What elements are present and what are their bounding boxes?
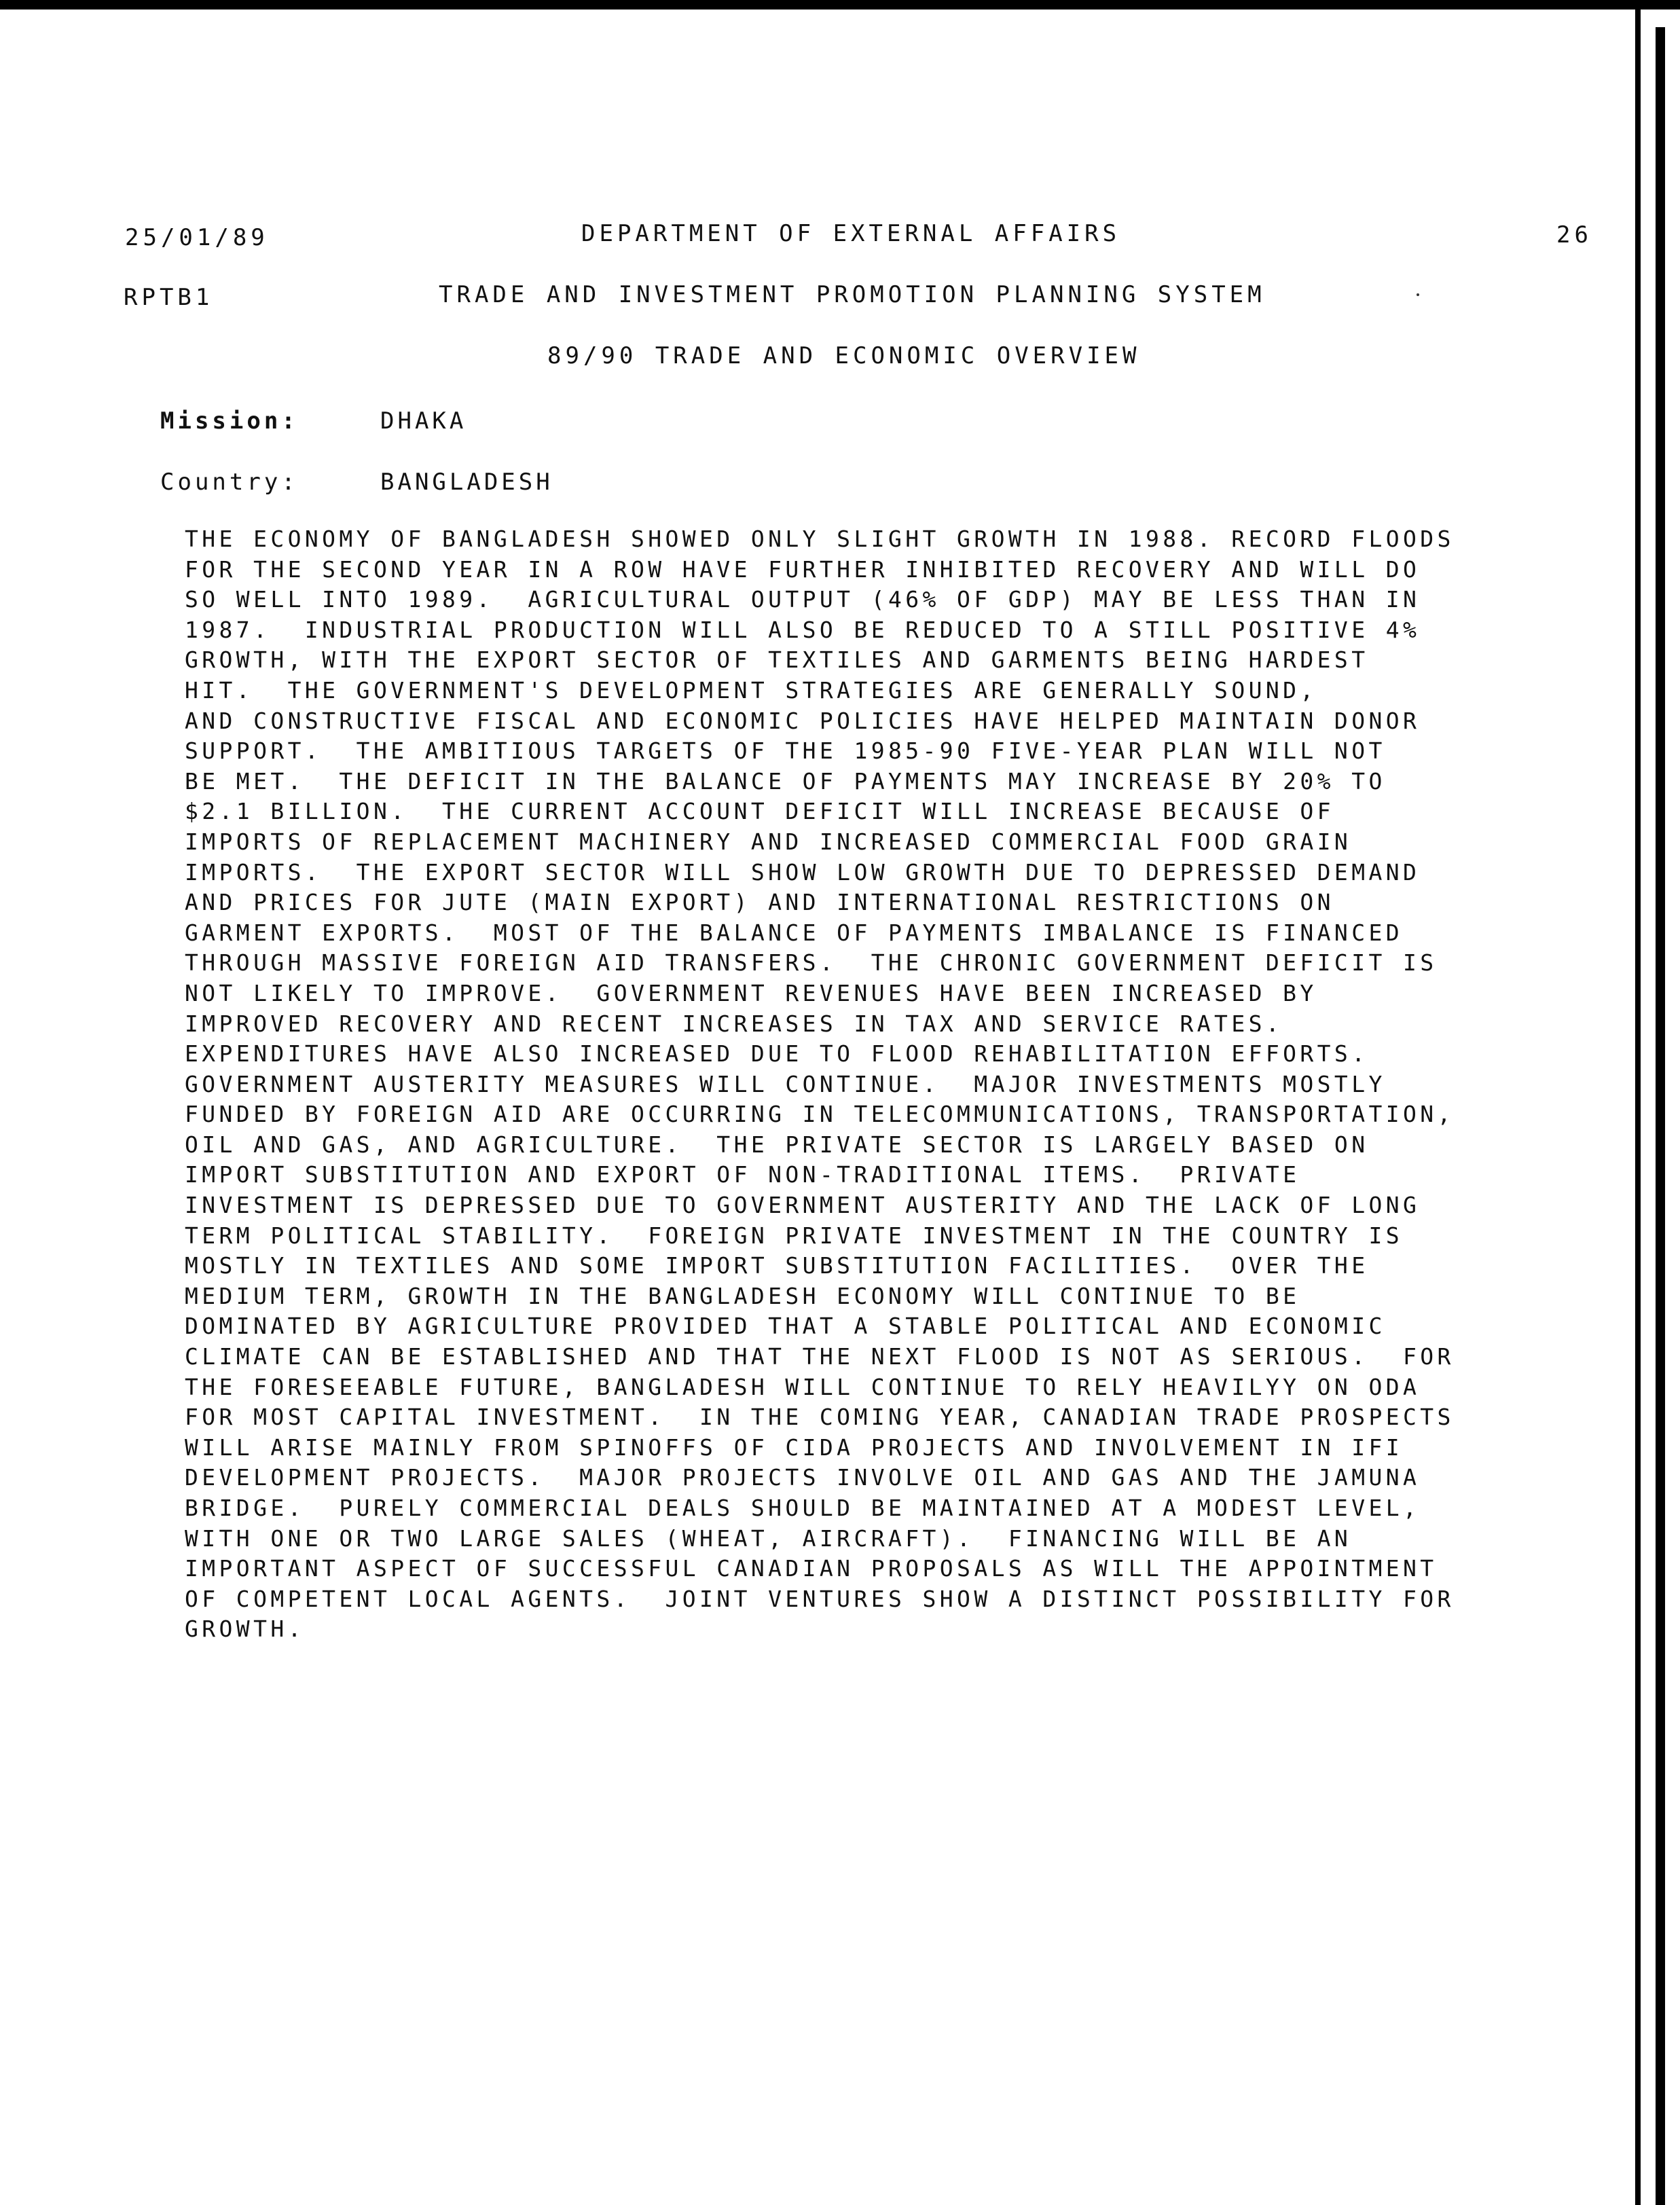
body-line: DOMINATED BY AGRICULTURE PROVIDED THAT A STABLE POLITICAL AND ECONOMIC bbox=[185, 1313, 1386, 1340]
body-line: IMPORTANT ASPECT OF SUCCESSFUL CANADIAN PROPOSALS AS WILL THE APPOINTMENT bbox=[185, 1555, 1438, 1582]
body-line: IMPORTS OF REPLACEMENT MACHINERY AND INCREASED COMMERCIAL FOOD GRAIN bbox=[185, 828, 1352, 855]
body-line: GARMENT EXPORTS. MOST OF THE BALANCE OF PAYMENTS IMBALANCE IS FINANCED bbox=[185, 919, 1404, 946]
body-line: OF COMPETENT LOCAL AGENTS. JOINT VENTURES SHOW A DISTINCT POSSIBILITY FOR bbox=[185, 1585, 1455, 1612]
body-line: 1987. INDUSTRIAL PRODUCTION WILL ALSO BE REDUCED TO A STILL POSITIVE 4% bbox=[185, 616, 1421, 643]
body-line: SO WELL INTO 1989. AGRICULTURAL OUTPUT (46% OF GDP) MAY BE LESS THAN IN bbox=[185, 586, 1421, 613]
body-line: CLIMATE CAN BE ESTABLISHED AND THAT THE NEXT FLOOD IS NOT AS SERIOUS. FOR bbox=[185, 1343, 1455, 1370]
system-title: TRADE AND INVESTMENT PROMOTION PLANNING SYSTEM bbox=[439, 281, 1266, 308]
body-line: OIL AND GAS, AND AGRICULTURE. THE PRIVATE SECTOR IS LARGELY BASED ON bbox=[185, 1131, 1369, 1158]
page-number: 26 bbox=[1556, 221, 1592, 249]
body-line: $2.1 BILLION. THE CURRENT ACCOUNT DEFICIT WILL INCREASE BECAUSE OF bbox=[185, 798, 1334, 825]
scan-right-border-inner bbox=[1656, 27, 1665, 2205]
body-line: BRIDGE. PURELY COMMERCIAL DEALS SHOULD BE MAINTAINED AT A MODEST LEVEL, bbox=[185, 1495, 1421, 1521]
mission-value: DHAKA bbox=[380, 407, 467, 435]
body-line: INVESTMENT IS DEPRESSED DUE TO GOVERNMENT AUSTERITY AND THE LACK OF LONG bbox=[185, 1192, 1421, 1219]
body-line: DEVELOPMENT PROJECTS. MAJOR PROJECTS INVOLVE OIL AND GAS AND THE JAMUNA bbox=[185, 1464, 1421, 1491]
body-line: EXPENDITURES HAVE ALSO INCREASED DUE TO FLOOD REHABILITATION EFFORTS. bbox=[185, 1040, 1369, 1068]
body-line: WILL ARISE MAINLY FROM SPINOFFS OF CIDA PROJECTS AND INVOLVEMENT IN IFI bbox=[185, 1434, 1404, 1461]
body-line: AND PRICES FOR JUTE (MAIN EXPORT) AND INTERNATIONAL RESTRICTIONS ON bbox=[185, 889, 1334, 916]
body-line: IMPORTS. THE EXPORT SECTOR WILL SHOW LOW GROWTH DUE TO DEPRESSED DEMAND bbox=[185, 858, 1421, 886]
body-line: HIT. THE GOVERNMENT'S DEVELOPMENT STRATEGIES ARE GENERALLY SOUND, bbox=[185, 676, 1317, 704]
body-line: GROWTH, WITH THE EXPORT SECTOR OF TEXTILES AND GARMENTS BEING HARDEST bbox=[185, 646, 1369, 674]
body-line: GOVERNMENT AUSTERITY MEASURES WILL CONTINUE. MAJOR INVESTMENTS MOSTLY bbox=[185, 1070, 1386, 1097]
country-value: BANGLADESH bbox=[380, 469, 553, 496]
mission-label: Mission: bbox=[160, 407, 299, 435]
overview-title: 89/90 TRADE AND ECONOMIC OVERVIEW bbox=[547, 342, 1141, 369]
body-line: SUPPORT. THE AMBITIOUS TARGETS OF THE 1985-90 FIVE-YEAR PLAN WILL NOT bbox=[185, 737, 1386, 765]
department-title: DEPARTMENT OF EXTERNAL AFFAIRS bbox=[581, 220, 1121, 247]
body-line: TERM POLITICAL STABILITY. FOREIGN PRIVATE INVESTMENT IN THE COUNTRY IS bbox=[185, 1222, 1404, 1249]
body-line: IMPROVED RECOVERY AND RECENT INCREASES IN TAX AND SERVICE RATES. bbox=[185, 1010, 1283, 1037]
report-code: RPTB1 bbox=[124, 284, 214, 311]
overview-body bbox=[185, 524, 1556, 1645]
report-date: 25/01/89 bbox=[125, 224, 269, 251]
body-line: FUNDED BY FOREIGN AID ARE OCCURRING IN TELECOMMUNICATIONS, TRANSPORTATION, bbox=[185, 1101, 1455, 1128]
body-line: FOR MOST CAPITAL INVESTMENT. IN THE COMING YEAR, CANADIAN TRADE PROSPECTS bbox=[185, 1404, 1455, 1431]
scan-speck bbox=[1417, 293, 1419, 296]
body-line: THROUGH MASSIVE FOREIGN AID TRANSFERS. THE CHRONIC GOVERNMENT DEFICIT IS bbox=[185, 949, 1438, 977]
body-line: THE FORESEEABLE FUTURE, BANGLADESH WILL CONTINUE TO RELY HEAVILYY ON ODA bbox=[185, 1373, 1421, 1400]
country-label: Country: bbox=[160, 469, 299, 496]
body-line: AND CONSTRUCTIVE FISCAL AND ECONOMIC POLICIES HAVE HELPED MAINTAIN DONOR bbox=[185, 707, 1421, 734]
scan-right-border bbox=[1635, 0, 1641, 2205]
body-line: THE ECONOMY OF BANGLADESH SHOWED ONLY SLIGHT GROWTH IN 1988. RECORD FLOODS bbox=[185, 526, 1455, 552]
body-line: BE MET. THE DEFICIT IN THE BALANCE OF PAYMENTS MAY INCREASE BY 20% TO bbox=[185, 767, 1386, 795]
body-line: FOR THE SECOND YEAR IN A ROW HAVE FURTHER INHIBITED RECOVERY AND WILL DO bbox=[185, 555, 1421, 583]
body-line: GROWTH. bbox=[185, 1616, 305, 1643]
body-line: MOSTLY IN TEXTILES AND SOME IMPORT SUBSTITUTION FACILITIES. OVER THE bbox=[185, 1252, 1369, 1279]
body-line: WITH ONE OR TWO LARGE SALES (WHEAT, AIRCRAFT). FINANCING WILL BE AN bbox=[185, 1525, 1352, 1552]
body-line: IMPORT SUBSTITUTION AND EXPORT OF NON-TRADITIONAL ITEMS. PRIVATE bbox=[185, 1161, 1300, 1188]
scan-top-border bbox=[0, 0, 1680, 10]
body-line: MEDIUM TERM, GROWTH IN THE BANGLADESH ECONOMY WILL CONTINUE TO BE bbox=[185, 1282, 1300, 1309]
body-line: NOT LIKELY TO IMPROVE. GOVERNMENT REVENUES HAVE BEEN INCREASED BY bbox=[185, 979, 1317, 1006]
